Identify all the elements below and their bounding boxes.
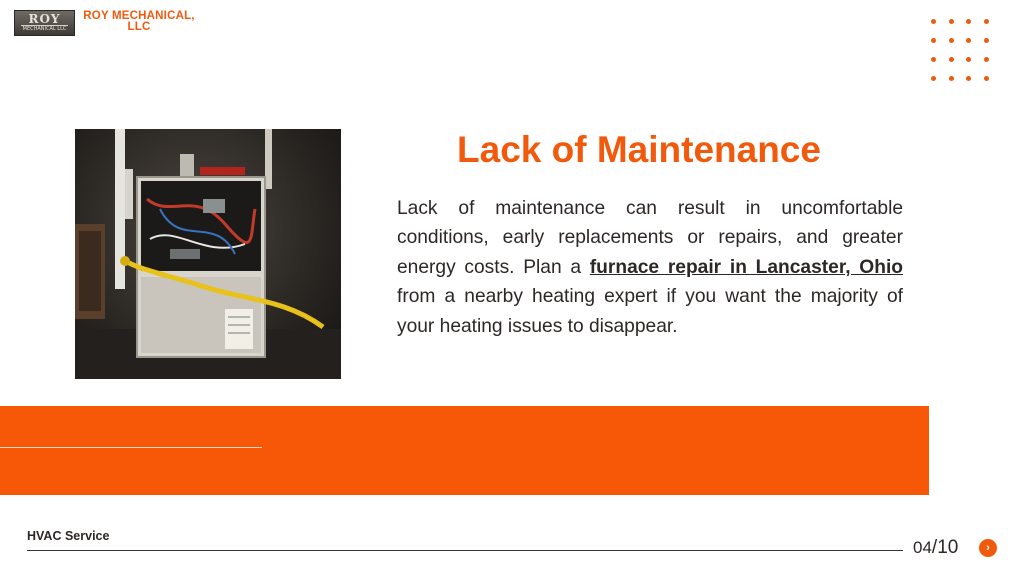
furnace-repair-link[interactable]: furnace repair in Lancaster, Ohio (589, 256, 904, 278)
dot (966, 76, 971, 81)
dot (949, 76, 954, 81)
decorative-dots (931, 19, 1001, 95)
next-slide-button[interactable] (979, 539, 997, 557)
body-text-end: from a nearby heating expert if you want the majority of your heating issues to disappear. (397, 286, 903, 337)
chevron-right-icon: › (986, 541, 990, 554)
logo-subtitle: MECHANICAL LLC (22, 26, 67, 32)
body-text-start: Lack of maintenance can result in uncomfortable conditions, early replacements or repairs, and greater energy costs. Plan a (397, 198, 903, 278)
dot (931, 76, 936, 81)
furnace-photo (75, 129, 341, 379)
band-divider-line (0, 447, 262, 448)
dot (949, 57, 954, 62)
dot (949, 38, 954, 43)
slide-title: Lack of Maintenance (457, 129, 821, 170)
dot (966, 19, 971, 24)
page-indicator (913, 537, 958, 559)
dot (931, 38, 936, 43)
dot (984, 76, 989, 81)
dot (931, 19, 936, 24)
dot (984, 38, 989, 43)
slide-body (397, 194, 903, 341)
footer-divider (27, 550, 903, 551)
dot (931, 57, 936, 62)
page-total: 10 (937, 537, 959, 558)
company-name: ROY MECHANICAL, LLC (83, 10, 195, 33)
logo-mark: ROY (28, 12, 61, 26)
page-separator: / (931, 537, 938, 558)
orange-band (0, 406, 929, 495)
dot (984, 57, 989, 62)
company-logo (14, 10, 75, 36)
dot (966, 38, 971, 43)
dot (949, 19, 954, 24)
footer-label: HVAC Service (27, 529, 110, 543)
page-current: 04 (913, 538, 932, 557)
dot (984, 19, 989, 24)
dot (966, 57, 971, 62)
